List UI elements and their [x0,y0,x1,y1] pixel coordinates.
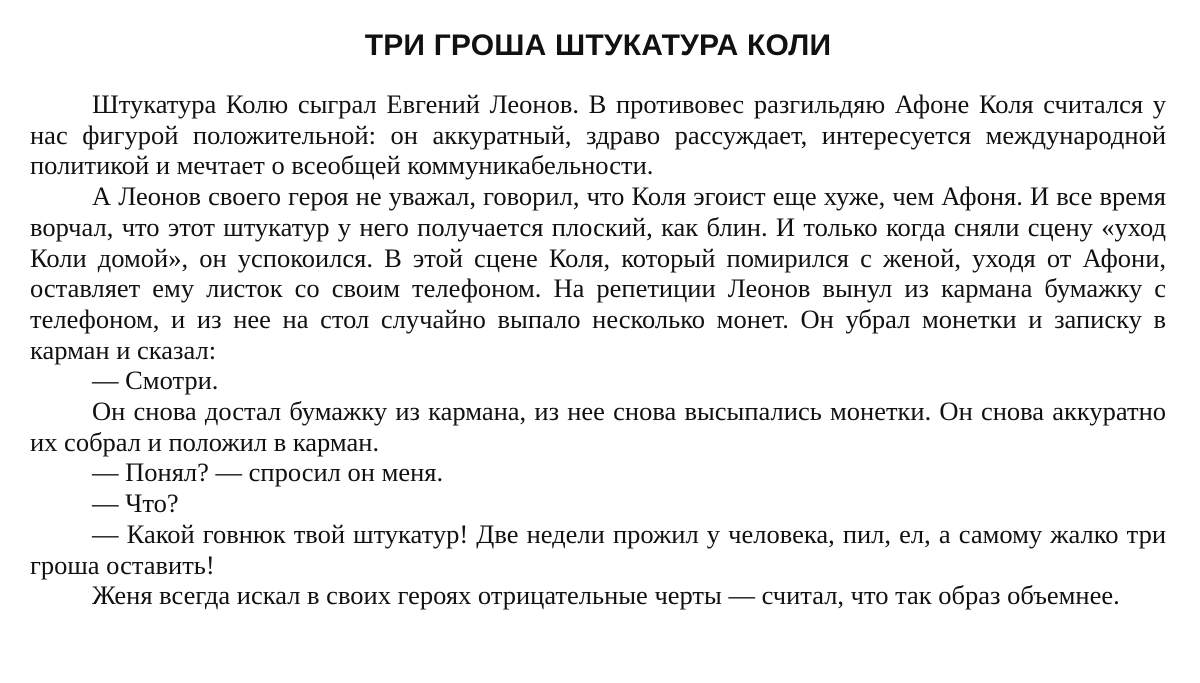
dialogue-line: — Смотри. [92,365,219,396]
paragraph: А Леонов своего героя не уважал, говорил, что Коля эгоист еще хуже, чем Афоня. И все время ворчал, что этот штукатур у него получается плоский, как блин. И только когда сняли сцену «уход Коли домой», он успокоился. В этой сцене Коля, который помирился с женой, уходя от Афони, оставляет ему листок со своим телефоном. На репетиции Леонов вынул из кармана бумажку с телефоном, и из нее на стол случайно выпало несколько монет. Он убрал монетки и записку в карман и сказал: [30,181,1166,365]
paragraph: Женя всегда искал в своих героях отрицательные черты — считал, что так образ объемнее. [92,580,1120,611]
document-body [30,89,1166,611]
paragraph: Он снова достал бумажку из кармана, из нее снова высыпались монетки. Он снова аккуратно их собрал и положил в карман. [30,396,1166,457]
dialogue-line: — Какой говнюк твой штукатур! Две недели прожил у человека, пил, ел, а самому жалко три гроша оставить! [30,518,1166,580]
document-page [30,0,1166,611]
document-title: ТРИ ГРОША ШТУКАТУРА КОЛИ [364,29,832,62]
dialogue-line: — Что? [92,488,179,519]
paragraph: Штукатура Колю сыграл Евгений Леонов. В противовес разгильдяю Афоне Коля считался у нас фигурой положительной: он аккуратный, здраво рассуждает, интересуется международной политикой и мечтает о всеобщей коммуникабельности. [30,89,1166,181]
dialogue-line: — Понял? — спросил он меня. [92,457,444,488]
